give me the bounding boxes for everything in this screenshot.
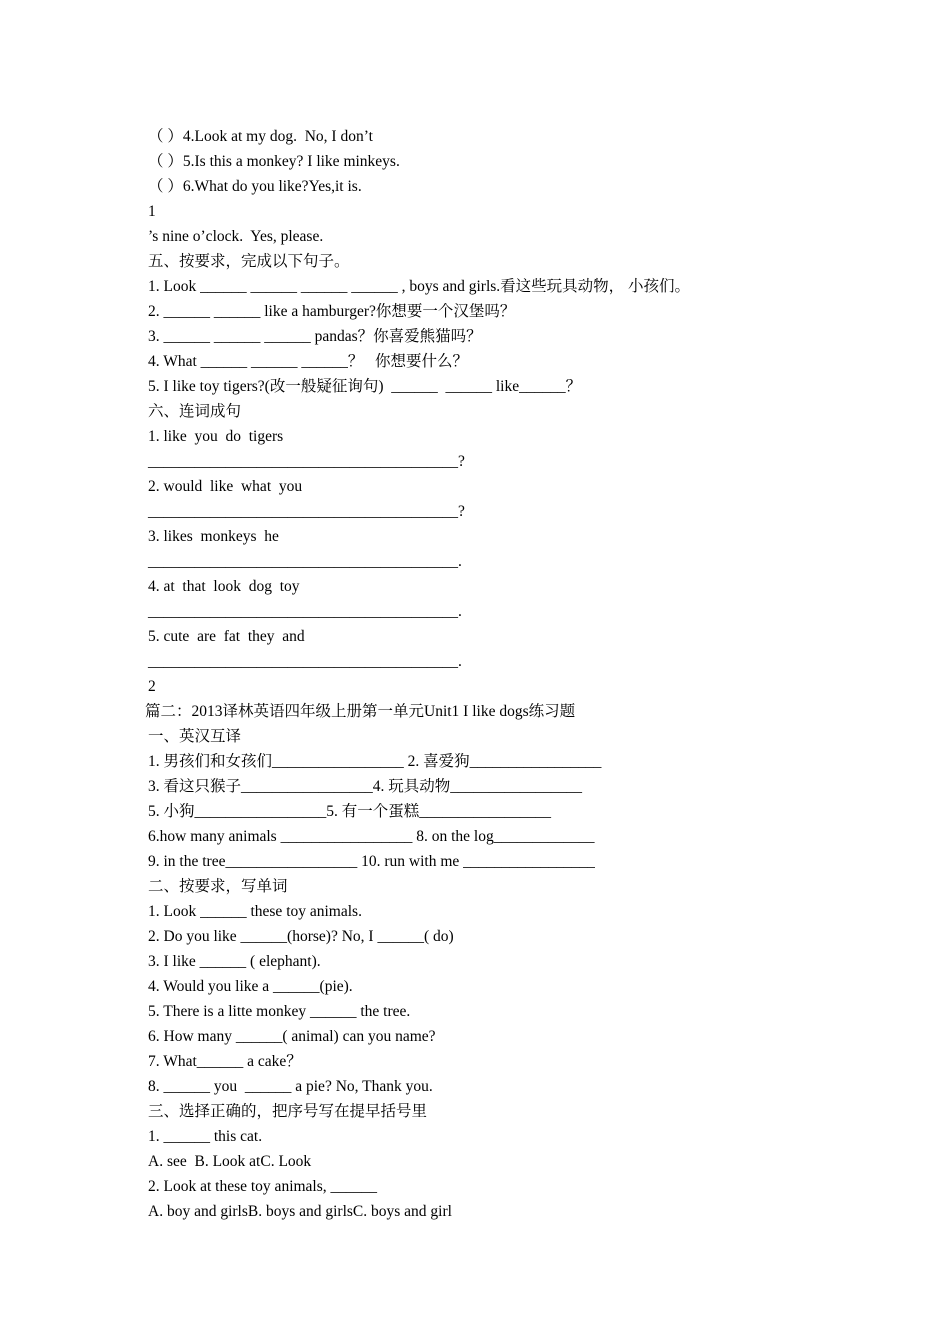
exercise-line: 1. ______ this cat. bbox=[148, 1128, 263, 1145]
exercise-line: 1. 男孩们和女孩们_________________ 2. 喜爱狗_________________ bbox=[148, 753, 602, 770]
answer-blank-line: ________________________________________. bbox=[148, 553, 462, 570]
article-title: 篇二：2013译林英语四年级上册第一单元Unit1 I like dogs练习题 bbox=[145, 703, 576, 720]
exercise-line: 5. I like toy tigers?(改一般疑征询句) ______ ______ like______？ bbox=[148, 378, 582, 395]
exercise-line: ’s nine o’clock. Yes, please. bbox=[148, 228, 324, 245]
exercise-line: 7. What______ a cake？ bbox=[148, 1053, 302, 1070]
exercise-line: 9. in the tree_________________ 10. run with me _________________ bbox=[148, 853, 595, 870]
exercise-line: （ ）6.What do you like?Yes,it is. bbox=[148, 178, 362, 195]
exercise-line: 5. There is a litte monkey ______ the tree. bbox=[148, 1003, 411, 1020]
exercise-line: 8. ______ you ______ a pie? No, Thank you. bbox=[148, 1078, 433, 1095]
exercise-line: 1. like you do tigers bbox=[148, 428, 284, 445]
section-heading: 六、连词成句 bbox=[148, 403, 242, 420]
exercise-line: 2. ______ ______ like a hamburger?你想要一个汉堡吗？ bbox=[148, 303, 516, 320]
exercise-line: 3. ______ ______ ______ pandas？你喜爱熊猫吗？ bbox=[148, 328, 482, 345]
exercise-line: 5. 小狗_________________5. 有一个蛋糕_________________ bbox=[148, 803, 552, 820]
exercise-line: （ ）5.Is this a monkey? I like minkeys. bbox=[148, 153, 400, 170]
exercise-line: 5. cute are fat they and bbox=[148, 628, 305, 645]
exercise-line: 1. Look ______ ______ ______ ______ , boys and girls.看这些玩具动物， 小孩们。 bbox=[148, 278, 691, 295]
document-page bbox=[145, 124, 888, 1224]
page-number: 2 bbox=[148, 678, 156, 695]
page-number: 1 bbox=[148, 203, 156, 220]
exercise-line: 2. would like what you bbox=[148, 478, 303, 495]
section-heading: 五、按要求，完成以下句子。 bbox=[148, 253, 350, 270]
answer-blank-line: ________________________________________. bbox=[148, 603, 462, 620]
answer-blank-line: ________________________________________. bbox=[148, 653, 462, 670]
answer-options: A. see B. Look atC. Look bbox=[148, 1153, 312, 1170]
exercise-line: 4. Would you like a ______(pie). bbox=[148, 978, 353, 995]
section-heading: 二、按要求，写单词 bbox=[148, 878, 288, 895]
answer-options: A. boy and girlsB. boys and girlsC. boys and girl bbox=[148, 1203, 452, 1220]
exercise-line: 1. Look ______ these toy animals. bbox=[148, 903, 362, 920]
exercise-line: 2. Look at these toy animals, ______ bbox=[148, 1178, 378, 1195]
exercise-line: 4. at that look dog toy bbox=[148, 578, 300, 595]
exercise-line: 4. What ______ ______ ______？ 你想要什么？ bbox=[148, 353, 469, 370]
answer-blank-line: ________________________________________? bbox=[148, 503, 465, 520]
exercise-line: 2. Do you like ______(horse)? No, I ______( do) bbox=[148, 928, 454, 945]
exercise-line: 3. likes monkeys he bbox=[148, 528, 279, 545]
answer-blank-line: ________________________________________? bbox=[148, 453, 465, 470]
section-heading: 一、英汉互译 bbox=[148, 728, 242, 745]
exercise-line: 3. 看这只猴子_________________4. 玩具动物_________________ bbox=[148, 778, 583, 795]
exercise-line: 3. I like ______ ( elephant). bbox=[148, 953, 321, 970]
section-heading: 三、选择正确的，把序号写在提早括号里 bbox=[148, 1103, 428, 1120]
exercise-line: 6.how many animals _________________ 8. on the log_____________ bbox=[148, 828, 595, 845]
exercise-line: 6. How many ______( animal) can you name? bbox=[148, 1028, 436, 1045]
exercise-line: （ ）4.Look at my dog. No, I don’t bbox=[148, 128, 373, 145]
